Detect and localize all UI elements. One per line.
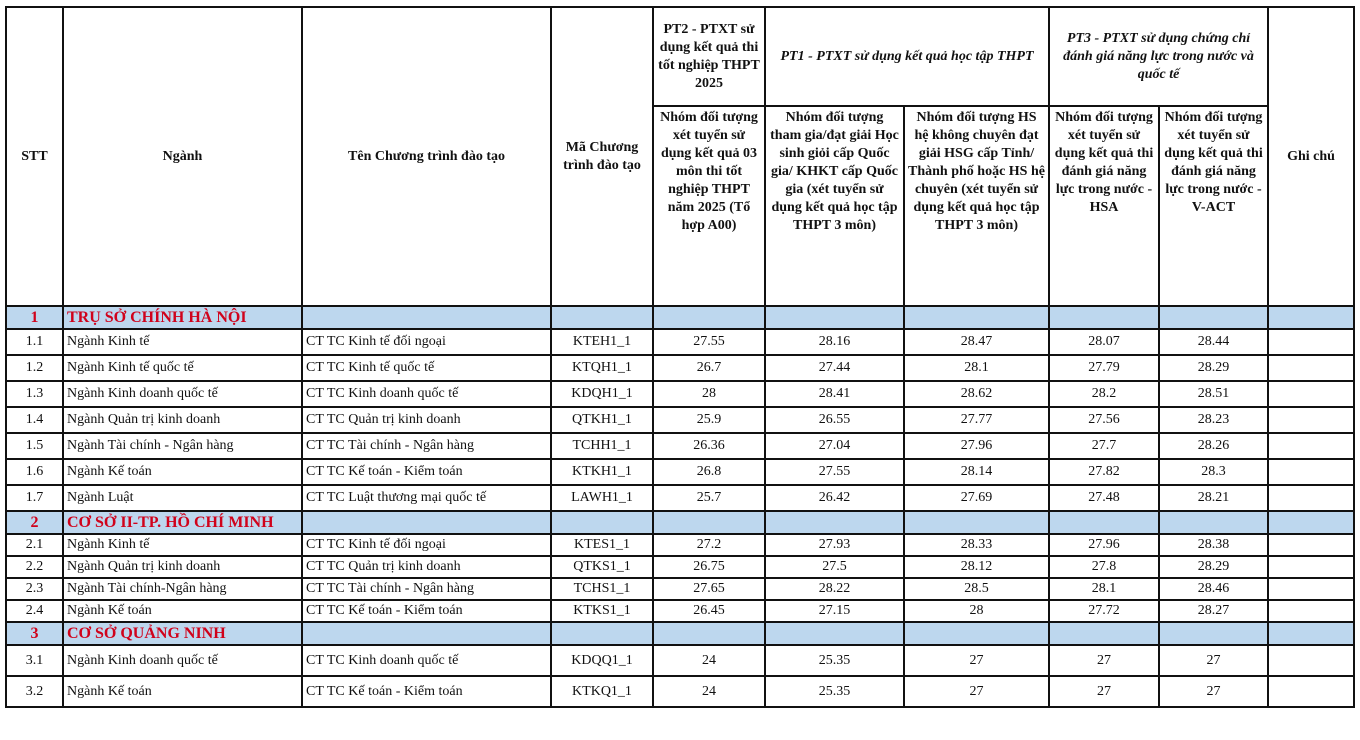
cell-score-vact: 28.26 xyxy=(1159,433,1268,459)
cell-score-hsa: 27.79 xyxy=(1049,355,1159,381)
cell-score-pt1-provincial: 27.96 xyxy=(904,433,1049,459)
cell-program: CT TC Quản trị kinh doanh xyxy=(302,407,551,433)
table-row xyxy=(6,459,1354,485)
table-body xyxy=(6,306,1354,707)
table-row xyxy=(6,407,1354,433)
cell-score-hsa: 27 xyxy=(1049,676,1159,707)
cell-note xyxy=(1268,645,1354,676)
empty-cell xyxy=(551,306,653,329)
section-stt: 3 xyxy=(6,622,63,645)
cell-stt: 3.2 xyxy=(6,676,63,707)
cell-score-vact: 28.51 xyxy=(1159,381,1268,407)
cell-score-pt2: 27.55 xyxy=(653,329,765,355)
cell-score-pt1-national: 27.04 xyxy=(765,433,904,459)
header-sub-pt3-vact: Nhóm đối tượng xét tuyển sử dụng kết quả thi đánh giá năng lực trong nước - V-ACT xyxy=(1159,106,1268,306)
cell-nganh: Ngành Kế toán xyxy=(63,676,302,707)
header-pt1-group: PT1 - PTXT sử dụng kết quả học tập THPT xyxy=(765,7,1049,106)
section-row xyxy=(6,622,1354,645)
cell-note xyxy=(1268,329,1354,355)
cell-stt: 2.2 xyxy=(6,556,63,578)
empty-cell xyxy=(551,622,653,645)
section-name: CƠ SỞ QUẢNG NINH xyxy=(63,622,302,645)
cell-note xyxy=(1268,534,1354,556)
cell-score-pt1-provincial: 28.1 xyxy=(904,355,1049,381)
cell-code: LAWH1_1 xyxy=(551,485,653,511)
cell-program: CT TC Kế toán - Kiểm toán xyxy=(302,676,551,707)
cell-program: CT TC Kế toán - Kiểm toán xyxy=(302,459,551,485)
cell-score-pt1-national: 27.5 xyxy=(765,556,904,578)
admission-scores-table xyxy=(5,6,1355,708)
cell-stt: 2.4 xyxy=(6,600,63,622)
cell-score-pt1-provincial: 28.12 xyxy=(904,556,1049,578)
cell-score-pt2: 24 xyxy=(653,645,765,676)
table-header xyxy=(6,7,1354,306)
header-sub-pt1-provincial: Nhóm đối tượng HS hệ không chuyên đạt giải HSG cấp Tỉnh/ Thành phố hoặc HS hệ chuyên (xét tuyển sử dụng kết quả học tập THPT 3 môn) xyxy=(904,106,1049,306)
header-pt2-group: PT2 - PTXT sử dụng kết quả thi tốt nghiệp THPT 2025 xyxy=(653,7,765,106)
cell-score-pt2: 26.7 xyxy=(653,355,765,381)
cell-program: CT TC Kế toán - Kiểm toán xyxy=(302,600,551,622)
cell-nganh: Ngành Luật xyxy=(63,485,302,511)
cell-score-hsa: 27.82 xyxy=(1049,459,1159,485)
cell-score-hsa: 28.2 xyxy=(1049,381,1159,407)
empty-cell xyxy=(653,306,765,329)
cell-score-pt1-national: 27.55 xyxy=(765,459,904,485)
cell-score-vact: 28.46 xyxy=(1159,578,1268,600)
cell-program: CT TC Luật thương mại quốc tế xyxy=(302,485,551,511)
cell-stt: 1.1 xyxy=(6,329,63,355)
empty-cell xyxy=(1049,306,1159,329)
table-row xyxy=(6,676,1354,707)
header-nganh: Ngành xyxy=(63,7,302,306)
cell-score-pt1-provincial: 28 xyxy=(904,600,1049,622)
cell-code: TCHH1_1 xyxy=(551,433,653,459)
table-row xyxy=(6,645,1354,676)
cell-nganh: Ngành Kế toán xyxy=(63,459,302,485)
cell-nganh: Ngành Tài chính-Ngân hàng xyxy=(63,578,302,600)
cell-score-pt1-national: 27.15 xyxy=(765,600,904,622)
cell-nganh: Ngành Quản trị kinh doanh xyxy=(63,407,302,433)
cell-score-pt2: 26.45 xyxy=(653,600,765,622)
header-note: Ghi chú xyxy=(1268,7,1354,306)
cell-score-vact: 27 xyxy=(1159,676,1268,707)
table-row xyxy=(6,600,1354,622)
cell-code: KTKH1_1 xyxy=(551,459,653,485)
cell-program: CT TC Tài chính - Ngân hàng xyxy=(302,578,551,600)
cell-score-vact: 28.29 xyxy=(1159,556,1268,578)
cell-stt: 2.3 xyxy=(6,578,63,600)
cell-score-hsa: 27.96 xyxy=(1049,534,1159,556)
header-sub-pt1-national: Nhóm đối tượng tham gia/đạt giải Học sinh giỏi cấp Quốc gia/ KHKT cấp Quốc gia (xét tuyển sử dụng kết quả học tập THPT 3 môn) xyxy=(765,106,904,306)
empty-cell xyxy=(653,622,765,645)
cell-score-pt1-national: 28.16 xyxy=(765,329,904,355)
empty-cell xyxy=(551,511,653,534)
cell-stt: 1.7 xyxy=(6,485,63,511)
cell-note xyxy=(1268,485,1354,511)
cell-score-pt1-national: 27.44 xyxy=(765,355,904,381)
cell-code: KTKS1_1 xyxy=(551,600,653,622)
cell-program: CT TC Kinh tế đối ngoại xyxy=(302,329,551,355)
empty-cell xyxy=(302,511,551,534)
cell-nganh: Ngành Kinh doanh quốc tế xyxy=(63,381,302,407)
empty-cell xyxy=(653,511,765,534)
cell-score-pt1-national: 28.22 xyxy=(765,578,904,600)
cell-note xyxy=(1268,578,1354,600)
cell-score-pt1-provincial: 27 xyxy=(904,645,1049,676)
cell-program: CT TC Kinh tế quốc tế xyxy=(302,355,551,381)
cell-score-vact: 28.38 xyxy=(1159,534,1268,556)
cell-score-hsa: 27.8 xyxy=(1049,556,1159,578)
empty-cell xyxy=(765,511,904,534)
header-stt: STT xyxy=(6,7,63,306)
cell-note xyxy=(1268,407,1354,433)
cell-nganh: Ngành Kinh tế xyxy=(63,534,302,556)
cell-nganh: Ngành Kinh tế quốc tế xyxy=(63,355,302,381)
header-sub-pt2-a00: Nhóm đối tượng xét tuyển sử dụng kết quả 03 môn thi tốt nghiệp THPT năm 2025 (Tổ hợp A00) xyxy=(653,106,765,306)
table-row xyxy=(6,355,1354,381)
cell-code: QTKS1_1 xyxy=(551,556,653,578)
header-sub-pt3-hsa: Nhóm đối tượng xét tuyển sử dụng kết quả thi đánh giá năng lực trong nước - HSA xyxy=(1049,106,1159,306)
cell-score-hsa: 27.72 xyxy=(1049,600,1159,622)
cell-score-pt2: 26.36 xyxy=(653,433,765,459)
cell-score-pt1-national: 25.35 xyxy=(765,645,904,676)
cell-stt: 1.4 xyxy=(6,407,63,433)
cell-stt: 3.1 xyxy=(6,645,63,676)
cell-score-hsa: 27.48 xyxy=(1049,485,1159,511)
cell-stt: 1.2 xyxy=(6,355,63,381)
empty-cell xyxy=(765,306,904,329)
cell-score-pt1-provincial: 28.62 xyxy=(904,381,1049,407)
cell-stt: 1.5 xyxy=(6,433,63,459)
cell-code: KTES1_1 xyxy=(551,534,653,556)
table-row xyxy=(6,485,1354,511)
empty-cell xyxy=(1268,511,1354,534)
table-row xyxy=(6,578,1354,600)
empty-cell xyxy=(1049,511,1159,534)
cell-score-vact: 28.44 xyxy=(1159,329,1268,355)
cell-score-hsa: 27 xyxy=(1049,645,1159,676)
cell-code: KTQH1_1 xyxy=(551,355,653,381)
cell-code: KTEH1_1 xyxy=(551,329,653,355)
cell-score-hsa: 28.07 xyxy=(1049,329,1159,355)
cell-score-pt1-provincial: 28.47 xyxy=(904,329,1049,355)
cell-score-vact: 28.3 xyxy=(1159,459,1268,485)
cell-score-hsa: 27.7 xyxy=(1049,433,1159,459)
empty-cell xyxy=(904,306,1049,329)
empty-cell xyxy=(1268,306,1354,329)
cell-note xyxy=(1268,556,1354,578)
cell-code: KTKQ1_1 xyxy=(551,676,653,707)
cell-stt: 1.6 xyxy=(6,459,63,485)
cell-score-hsa: 27.56 xyxy=(1049,407,1159,433)
cell-score-pt2: 27.65 xyxy=(653,578,765,600)
table-row xyxy=(6,534,1354,556)
empty-cell xyxy=(302,622,551,645)
cell-score-vact: 28.29 xyxy=(1159,355,1268,381)
cell-program: CT TC Kinh doanh quốc tế xyxy=(302,381,551,407)
cell-note xyxy=(1268,600,1354,622)
cell-nganh: Ngành Kế toán xyxy=(63,600,302,622)
cell-note xyxy=(1268,355,1354,381)
cell-program: CT TC Quản trị kinh doanh xyxy=(302,556,551,578)
cell-program: CT TC Tài chính - Ngân hàng xyxy=(302,433,551,459)
cell-code: KDQH1_1 xyxy=(551,381,653,407)
empty-cell xyxy=(1159,306,1268,329)
cell-score-pt1-provincial: 28.14 xyxy=(904,459,1049,485)
header-program-code: Mã Chương trình đào tạo xyxy=(551,7,653,306)
cell-code: KDQQ1_1 xyxy=(551,645,653,676)
cell-score-pt2: 27.2 xyxy=(653,534,765,556)
cell-note xyxy=(1268,459,1354,485)
cell-score-pt2: 24 xyxy=(653,676,765,707)
cell-code: TCHS1_1 xyxy=(551,578,653,600)
cell-score-pt2: 26.8 xyxy=(653,459,765,485)
cell-nganh: Ngành Quản trị kinh doanh xyxy=(63,556,302,578)
cell-program: CT TC Kinh tế đối ngoại xyxy=(302,534,551,556)
cell-score-pt1-national: 26.55 xyxy=(765,407,904,433)
cell-score-pt1-national: 27.93 xyxy=(765,534,904,556)
cell-score-pt2: 26.75 xyxy=(653,556,765,578)
cell-score-hsa: 28.1 xyxy=(1049,578,1159,600)
empty-cell xyxy=(765,622,904,645)
cell-score-pt1-provincial: 27.77 xyxy=(904,407,1049,433)
table-row xyxy=(6,329,1354,355)
header-program-name: Tên Chương trình đào tạo xyxy=(302,7,551,306)
cell-nganh: Ngành Kinh doanh quốc tế xyxy=(63,645,302,676)
section-row xyxy=(6,306,1354,329)
empty-cell xyxy=(1049,622,1159,645)
cell-nganh: Ngành Tài chính - Ngân hàng xyxy=(63,433,302,459)
section-stt: 1 xyxy=(6,306,63,329)
empty-cell xyxy=(904,622,1049,645)
empty-cell xyxy=(1159,511,1268,534)
section-name: CƠ SỞ II-TP. HỒ CHÍ MINH xyxy=(63,511,302,534)
cell-score-pt2: 28 xyxy=(653,381,765,407)
section-stt: 2 xyxy=(6,511,63,534)
cell-score-pt2: 25.7 xyxy=(653,485,765,511)
cell-score-pt1-provincial: 27 xyxy=(904,676,1049,707)
cell-score-vact: 28.27 xyxy=(1159,600,1268,622)
empty-cell xyxy=(904,511,1049,534)
cell-note xyxy=(1268,381,1354,407)
cell-stt: 1.3 xyxy=(6,381,63,407)
cell-program: CT TC Kinh doanh quốc tế xyxy=(302,645,551,676)
cell-score-pt1-provincial: 28.33 xyxy=(904,534,1049,556)
cell-score-vact: 28.23 xyxy=(1159,407,1268,433)
cell-note xyxy=(1268,676,1354,707)
cell-score-vact: 28.21 xyxy=(1159,485,1268,511)
cell-score-pt1-national: 25.35 xyxy=(765,676,904,707)
cell-score-pt1-provincial: 28.5 xyxy=(904,578,1049,600)
empty-cell xyxy=(1159,622,1268,645)
empty-cell xyxy=(302,306,551,329)
cell-score-pt1-provincial: 27.69 xyxy=(904,485,1049,511)
header-pt3-group: PT3 - PTXT sử dụng chứng chỉ đánh giá năng lực trong nước và quốc tế xyxy=(1049,7,1268,106)
cell-score-pt1-national: 26.42 xyxy=(765,485,904,511)
cell-note xyxy=(1268,433,1354,459)
section-row xyxy=(6,511,1354,534)
cell-score-vact: 27 xyxy=(1159,645,1268,676)
cell-nganh: Ngành Kinh tế xyxy=(63,329,302,355)
table-row xyxy=(6,381,1354,407)
table-row xyxy=(6,556,1354,578)
cell-stt: 2.1 xyxy=(6,534,63,556)
cell-score-pt2: 25.9 xyxy=(653,407,765,433)
empty-cell xyxy=(1268,622,1354,645)
cell-code: QTKH1_1 xyxy=(551,407,653,433)
section-name: TRỤ SỞ CHÍNH HÀ NỘI xyxy=(63,306,302,329)
table-row xyxy=(6,433,1354,459)
cell-score-pt1-national: 28.41 xyxy=(765,381,904,407)
